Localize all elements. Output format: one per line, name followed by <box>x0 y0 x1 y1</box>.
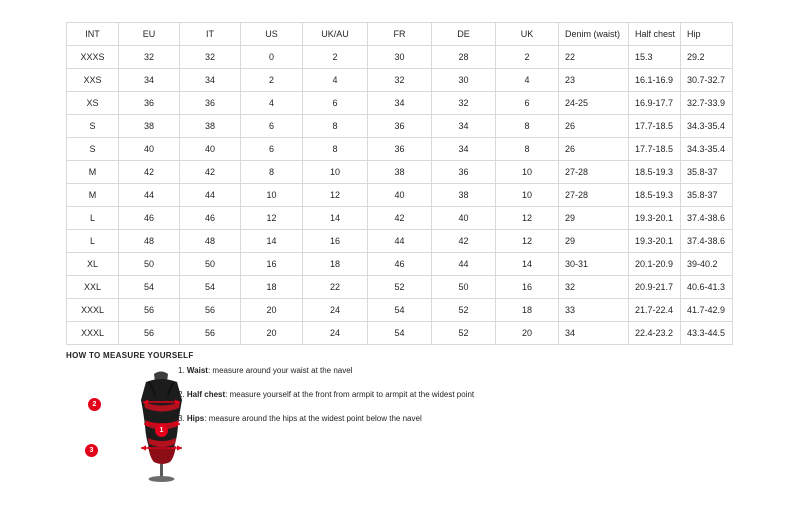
cell-us: 6 <box>241 138 303 161</box>
cell-uk: 18 <box>496 299 559 322</box>
cell-de: 28 <box>432 46 496 69</box>
cell-hip: 39-40.2 <box>681 253 733 276</box>
cell-de: 52 <box>432 322 496 345</box>
measure-note-half-chest <box>178 389 598 400</box>
cell-int: L <box>67 207 119 230</box>
cell-us: 6 <box>241 115 303 138</box>
cell-de: 30 <box>432 69 496 92</box>
cell-uk-au: 2 <box>303 46 368 69</box>
table-header-row <box>67 23 733 46</box>
cell-int: XXXS <box>67 46 119 69</box>
cell-fr: 38 <box>368 161 432 184</box>
cell-de: 36 <box>432 161 496 184</box>
table-row <box>67 69 733 92</box>
cell-int: XXS <box>67 69 119 92</box>
cell-int: XS <box>67 92 119 115</box>
cell-fr: 40 <box>368 184 432 207</box>
cell-uk: 2 <box>496 46 559 69</box>
cell-denim-waist: 27-28 <box>559 184 629 207</box>
column-header-it: IT <box>180 23 241 46</box>
cell-it: 38 <box>180 115 241 138</box>
cell-uk-au: 22 <box>303 276 368 299</box>
cell-eu: 42 <box>119 161 180 184</box>
cell-us: 8 <box>241 161 303 184</box>
cell-us: 0 <box>241 46 303 69</box>
cell-uk-au: 14 <box>303 207 368 230</box>
cell-denim-waist: 27-28 <box>559 161 629 184</box>
cell-uk: 14 <box>496 253 559 276</box>
cell-eu: 56 <box>119 322 180 345</box>
cell-hip: 32.7-33.9 <box>681 92 733 115</box>
cell-uk-au: 16 <box>303 230 368 253</box>
cell-denim-waist: 34 <box>559 322 629 345</box>
cell-de: 52 <box>432 299 496 322</box>
measure-note-text: : measure around your waist at the navel <box>207 366 353 375</box>
cell-eu: 44 <box>119 184 180 207</box>
cell-uk-au: 8 <box>303 115 368 138</box>
cell-uk: 10 <box>496 161 559 184</box>
measure-note-number: 1. <box>178 366 185 375</box>
column-header-us: US <box>241 23 303 46</box>
cell-half-chest: 17.7-18.5 <box>629 115 681 138</box>
cell-hip: 34.3-35.4 <box>681 138 733 161</box>
cell-half-chest: 20.1-20.9 <box>629 253 681 276</box>
cell-denim-waist: 23 <box>559 69 629 92</box>
cell-eu: 40 <box>119 138 180 161</box>
cell-it: 50 <box>180 253 241 276</box>
cell-us: 14 <box>241 230 303 253</box>
cell-denim-waist: 29 <box>559 230 629 253</box>
cell-denim-waist: 24-25 <box>559 92 629 115</box>
cell-half-chest: 16.9-17.7 <box>629 92 681 115</box>
cell-fr: 44 <box>368 230 432 253</box>
cell-eu: 54 <box>119 276 180 299</box>
cell-us: 12 <box>241 207 303 230</box>
cell-uk: 20 <box>496 322 559 345</box>
cell-fr: 36 <box>368 138 432 161</box>
cell-uk-au: 8 <box>303 138 368 161</box>
cell-denim-waist: 26 <box>559 115 629 138</box>
cell-uk: 6 <box>496 92 559 115</box>
measure-notes <box>178 365 598 437</box>
table-row <box>67 138 733 161</box>
cell-de: 42 <box>432 230 496 253</box>
cell-us: 20 <box>241 322 303 345</box>
cell-fr: 36 <box>368 115 432 138</box>
cell-hip: 37.4-38.6 <box>681 207 733 230</box>
cell-us: 2 <box>241 69 303 92</box>
cell-half-chest: 18.5-19.3 <box>629 184 681 207</box>
cell-fr: 54 <box>368 299 432 322</box>
cell-eu: 34 <box>119 69 180 92</box>
cell-hip: 34.3-35.4 <box>681 115 733 138</box>
measure-note-term: Hips <box>186 414 205 423</box>
cell-half-chest: 20.9-21.7 <box>629 276 681 299</box>
cell-denim-waist: 30-31 <box>559 253 629 276</box>
cell-de: 44 <box>432 253 496 276</box>
cell-half-chest: 19.3-20.1 <box>629 230 681 253</box>
cell-uk-au: 4 <box>303 69 368 92</box>
cell-de: 32 <box>432 92 496 115</box>
cell-de: 40 <box>432 207 496 230</box>
cell-int: XXL <box>67 276 119 299</box>
table-body <box>67 46 733 345</box>
cell-it: 48 <box>180 230 241 253</box>
cell-uk: 16 <box>496 276 559 299</box>
cell-int: XXXL <box>67 299 119 322</box>
cell-uk-au: 10 <box>303 161 368 184</box>
table-row <box>67 276 733 299</box>
cell-hip: 41.7-42.9 <box>681 299 733 322</box>
cell-half-chest: 21.7-22.4 <box>629 299 681 322</box>
column-header-half-chest: Half chest <box>629 23 681 46</box>
table-row <box>67 207 733 230</box>
cell-eu: 36 <box>119 92 180 115</box>
cell-int: S <box>67 138 119 161</box>
column-header-uk-au: UK/AU <box>303 23 368 46</box>
cell-us: 16 <box>241 253 303 276</box>
cell-de: 34 <box>432 138 496 161</box>
table-row <box>67 161 733 184</box>
cell-us: 18 <box>241 276 303 299</box>
cell-it: 36 <box>180 92 241 115</box>
bullet-marker-3: 3 <box>85 444 98 457</box>
measure-note-term: Waist <box>186 366 208 375</box>
cell-uk-au: 24 <box>303 299 368 322</box>
table-row <box>67 46 733 69</box>
column-header-fr: FR <box>368 23 432 46</box>
cell-uk: 8 <box>496 115 559 138</box>
cell-fr: 52 <box>368 276 432 299</box>
cell-it: 44 <box>180 184 241 207</box>
cell-eu: 56 <box>119 299 180 322</box>
cell-uk: 12 <box>496 230 559 253</box>
cell-it: 32 <box>180 46 241 69</box>
cell-it: 56 <box>180 322 241 345</box>
table-row <box>67 322 733 345</box>
cell-half-chest: 15.3 <box>629 46 681 69</box>
cell-half-chest: 22.4-23.2 <box>629 322 681 345</box>
cell-uk-au: 12 <box>303 184 368 207</box>
cell-us: 4 <box>241 92 303 115</box>
measure-note-number: 3. <box>178 414 185 423</box>
cell-it: 42 <box>180 161 241 184</box>
cell-uk-au: 24 <box>303 322 368 345</box>
measure-note-waist <box>178 365 598 376</box>
cell-eu: 38 <box>119 115 180 138</box>
cell-hip: 29.2 <box>681 46 733 69</box>
cell-half-chest: 18.5-19.3 <box>629 161 681 184</box>
cell-it: 54 <box>180 276 241 299</box>
cell-it: 34 <box>180 69 241 92</box>
cell-fr: 54 <box>368 322 432 345</box>
cell-half-chest: 16.1-16.9 <box>629 69 681 92</box>
cell-it: 46 <box>180 207 241 230</box>
column-header-denim-waist: Denim (waist) <box>559 23 629 46</box>
cell-de: 34 <box>432 115 496 138</box>
cell-fr: 34 <box>368 92 432 115</box>
measure-note-text: : measure around the hips at the widest point below the navel <box>204 414 422 423</box>
cell-us: 20 <box>241 299 303 322</box>
table-row <box>67 115 733 138</box>
table-row <box>67 253 733 276</box>
cell-denim-waist: 29 <box>559 207 629 230</box>
cell-fr: 30 <box>368 46 432 69</box>
cell-eu: 50 <box>119 253 180 276</box>
cell-uk: 4 <box>496 69 559 92</box>
table-header <box>67 23 733 46</box>
cell-hip: 35.8-37 <box>681 184 733 207</box>
cell-fr: 32 <box>368 69 432 92</box>
cell-hip: 43.3-44.5 <box>681 322 733 345</box>
measure-note-hips <box>178 413 598 424</box>
how-to-measure-title: HOW TO MEASURE YOURSELF <box>66 351 194 360</box>
column-header-hip: Hip <box>681 23 733 46</box>
cell-int: L <box>67 230 119 253</box>
cell-int: S <box>67 115 119 138</box>
cell-eu: 48 <box>119 230 180 253</box>
column-header-de: DE <box>432 23 496 46</box>
table-row <box>67 92 733 115</box>
table-row <box>67 230 733 253</box>
cell-int: XL <box>67 253 119 276</box>
cell-denim-waist: 32 <box>559 276 629 299</box>
cell-eu: 32 <box>119 46 180 69</box>
measure-note-term: Half chest <box>186 390 226 399</box>
cell-us: 10 <box>241 184 303 207</box>
mannequin-stand <box>149 464 175 482</box>
cell-hip: 40.6-41.3 <box>681 276 733 299</box>
size-table-container <box>66 22 732 345</box>
column-header-int: INT <box>67 23 119 46</box>
bullet-marker-2: 2 <box>88 398 101 411</box>
cell-int: M <box>67 161 119 184</box>
measure-note-text: : measure yourself at the front from armpit to armpit at the widest point <box>225 390 475 399</box>
cell-hip: 30.7-32.7 <box>681 69 733 92</box>
cell-half-chest: 19.3-20.1 <box>629 207 681 230</box>
cell-denim-waist: 22 <box>559 46 629 69</box>
cell-hip: 35.8-37 <box>681 161 733 184</box>
cell-it: 56 <box>180 299 241 322</box>
table-row <box>67 299 733 322</box>
cell-uk: 10 <box>496 184 559 207</box>
cell-de: 50 <box>432 276 496 299</box>
cell-uk: 12 <box>496 207 559 230</box>
cell-uk-au: 6 <box>303 92 368 115</box>
cell-de: 38 <box>432 184 496 207</box>
cell-denim-waist: 26 <box>559 138 629 161</box>
cell-eu: 46 <box>119 207 180 230</box>
cell-uk-au: 18 <box>303 253 368 276</box>
cell-fr: 46 <box>368 253 432 276</box>
cell-fr: 42 <box>368 207 432 230</box>
column-header-eu: EU <box>119 23 180 46</box>
table-row <box>67 184 733 207</box>
measure-note-number: 2. <box>178 390 185 399</box>
cell-it: 40 <box>180 138 241 161</box>
cell-int: M <box>67 184 119 207</box>
size-chart-table <box>66 22 733 345</box>
cell-int: XXXL <box>67 322 119 345</box>
cell-half-chest: 17.7-18.5 <box>629 138 681 161</box>
cell-denim-waist: 33 <box>559 299 629 322</box>
cell-uk: 8 <box>496 138 559 161</box>
column-header-uk: UK <box>496 23 559 46</box>
cell-hip: 37.4-38.6 <box>681 230 733 253</box>
bullet-marker-1: 1 <box>155 424 168 437</box>
